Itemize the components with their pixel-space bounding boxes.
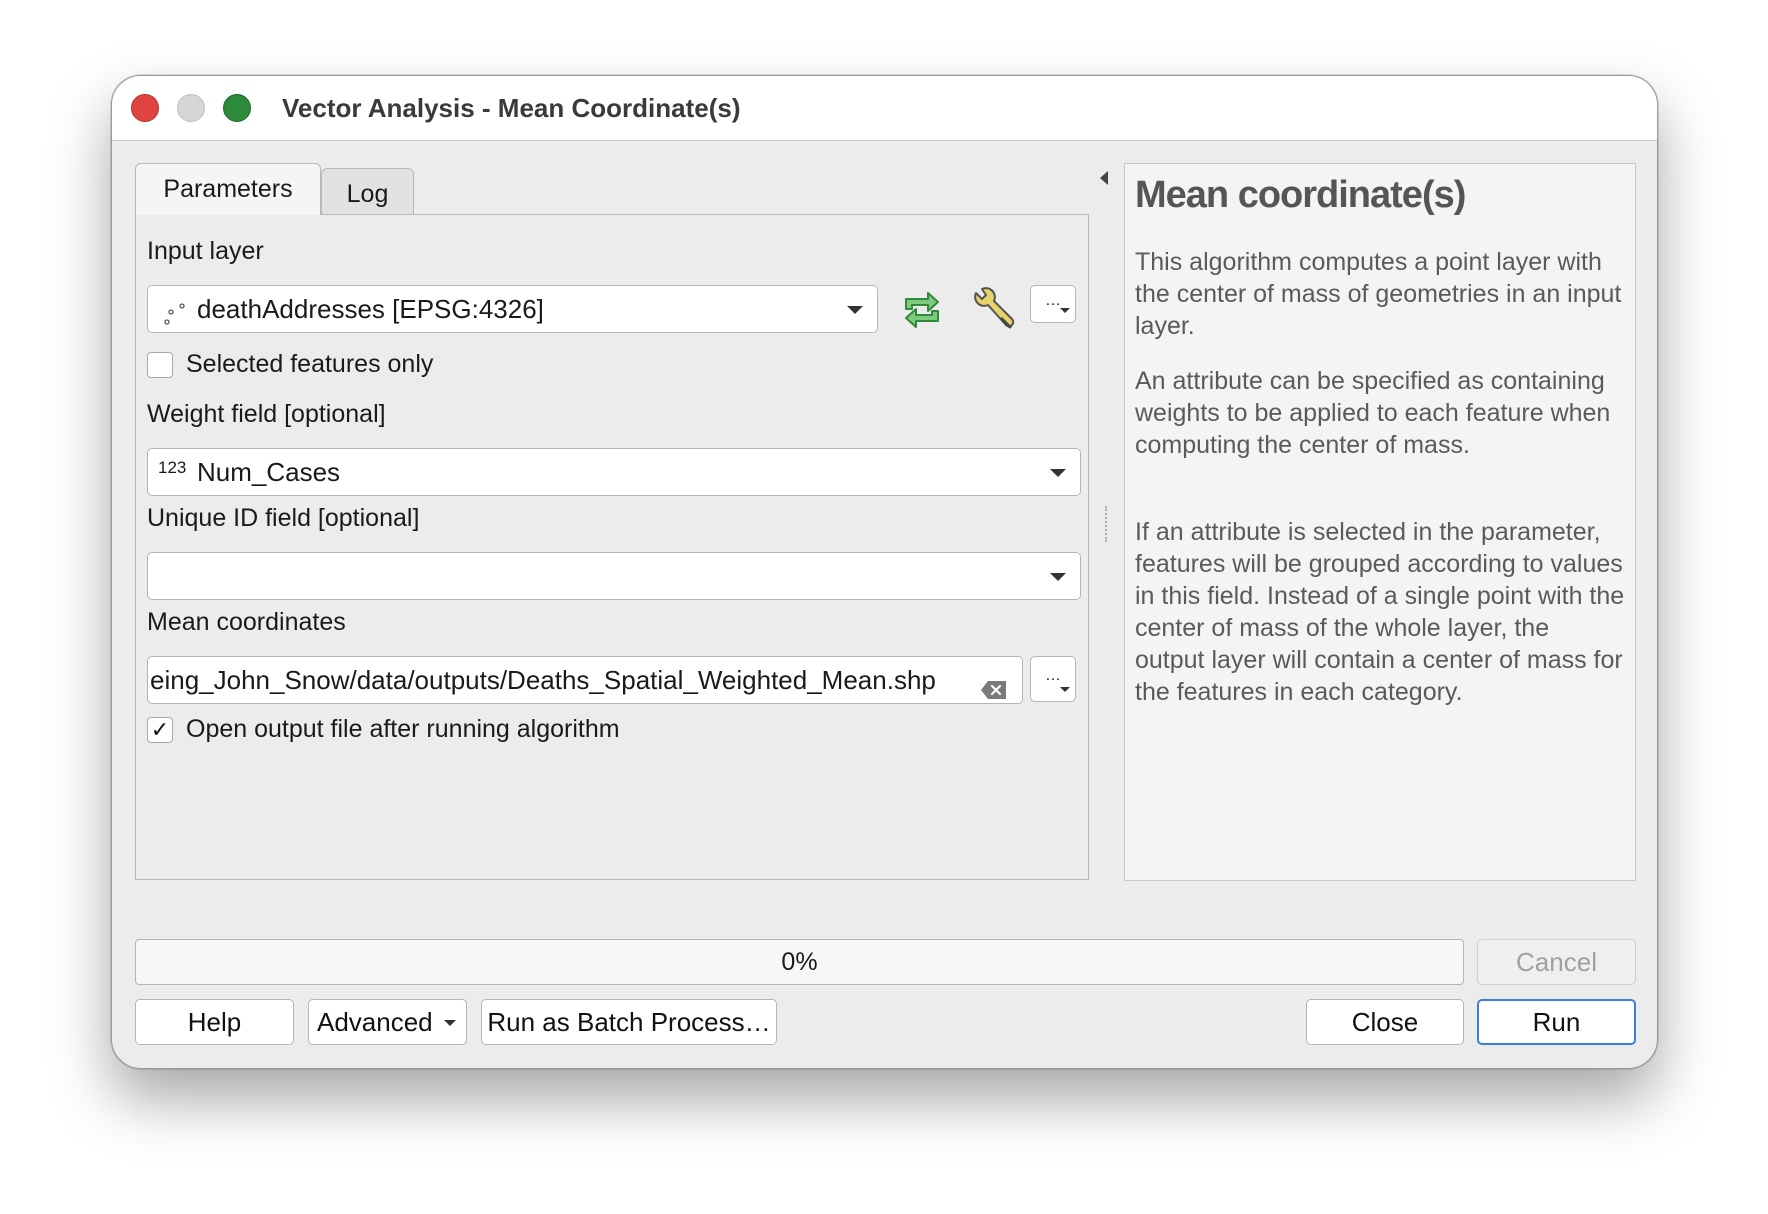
run-button[interactable]: Run: [1477, 999, 1636, 1045]
triangle-left-icon: [1097, 168, 1111, 188]
splitter-handle[interactable]: [1105, 506, 1109, 542]
weight-field-label: Weight field [optional]: [147, 400, 386, 428]
chevron-down-icon: [1060, 308, 1070, 313]
wrench-icon: [968, 283, 1020, 335]
chevron-down-icon: [1050, 573, 1066, 581]
point-layer-icon: [162, 296, 186, 322]
numeric-field-icon: 123: [158, 458, 187, 477]
input-layer-value: deathAddresses [EPSG:4326]: [197, 294, 544, 324]
more-label: …: [1045, 292, 1061, 309]
open-output-label: Open output file after running algorithm: [186, 715, 620, 743]
help-panel: [1124, 163, 1636, 881]
more-label: …: [1045, 667, 1061, 684]
cancel-button[interactable]: Cancel: [1477, 939, 1636, 985]
input-layer-combo[interactable]: [147, 285, 878, 333]
unique-id-label: Unique ID field [optional]: [147, 504, 420, 532]
iterate-button[interactable]: [898, 287, 946, 333]
title-bar: [112, 76, 1657, 141]
weight-field-combo[interactable]: [147, 448, 1081, 496]
chevron-down-icon: [847, 306, 863, 314]
unique-id-combo[interactable]: [147, 552, 1081, 600]
mean-coordinates-input[interactable]: [147, 656, 1023, 704]
dialog-window: [111, 75, 1658, 1069]
iterate-icon: [898, 287, 946, 333]
open-output-checkbox[interactable]: ✓: [147, 717, 173, 743]
tab-parameters[interactable]: Parameters: [135, 163, 321, 215]
help-button[interactable]: Help: [135, 999, 294, 1045]
advanced-options-button[interactable]: [968, 283, 1020, 335]
help-title: Mean coordinate(s): [1135, 174, 1466, 216]
parameters-panel: [135, 214, 1089, 880]
run-batch-button[interactable]: Run as Batch Process…: [481, 999, 777, 1045]
advanced-label: Advanced: [317, 1007, 433, 1037]
tab-log[interactable]: Log: [321, 168, 414, 216]
window-title: Vector Analysis - Mean Coordinate(s): [282, 93, 741, 123]
output-path-value: eing_John_Snow/data/outputs/Deaths_Spatial_Weighted_Mean.shp: [150, 665, 936, 695]
mean-coordinates-label: Mean coordinates: [147, 608, 346, 636]
progress-label: 0%: [781, 948, 818, 976]
help-paragraph-2: An attribute can be specified as containing weights to be applied to each feature when computing the center of mass.: [1135, 367, 1611, 459]
close-window-button[interactable]: [131, 94, 159, 122]
output-browse-button[interactable]: [1030, 656, 1076, 702]
input-layer-label: Input layer: [147, 237, 264, 265]
help-paragraph-1: This algorithm computes a point layer with the center of mass of geometries in an input layer.: [1135, 248, 1622, 340]
weight-field-value: Num_Cases: [197, 457, 341, 487]
advanced-button[interactable]: [308, 999, 467, 1045]
progress-bar: [135, 939, 1464, 985]
close-button[interactable]: Close: [1306, 999, 1464, 1045]
chevron-down-icon: [444, 1020, 456, 1026]
chevron-down-icon: [1060, 687, 1070, 692]
selected-features-checkbox[interactable]: [147, 352, 173, 378]
help-paragraph-3: If an attribute is selected in the parameter, features will be grouped according to values in this field. Instead of a single point with the center of mass of the whole layer, the output layer will contain a center of mass for the features in each category.: [1135, 518, 1625, 706]
selected-features-label: Selected features only: [186, 350, 434, 378]
minimize-window-button[interactable]: [177, 94, 205, 122]
collapse-help-button[interactable]: [1097, 168, 1111, 188]
chevron-down-icon: [1050, 469, 1066, 477]
input-layer-more-button[interactable]: [1030, 285, 1076, 323]
zoom-window-button[interactable]: [223, 94, 251, 122]
clear-icon[interactable]: [980, 669, 1008, 691]
